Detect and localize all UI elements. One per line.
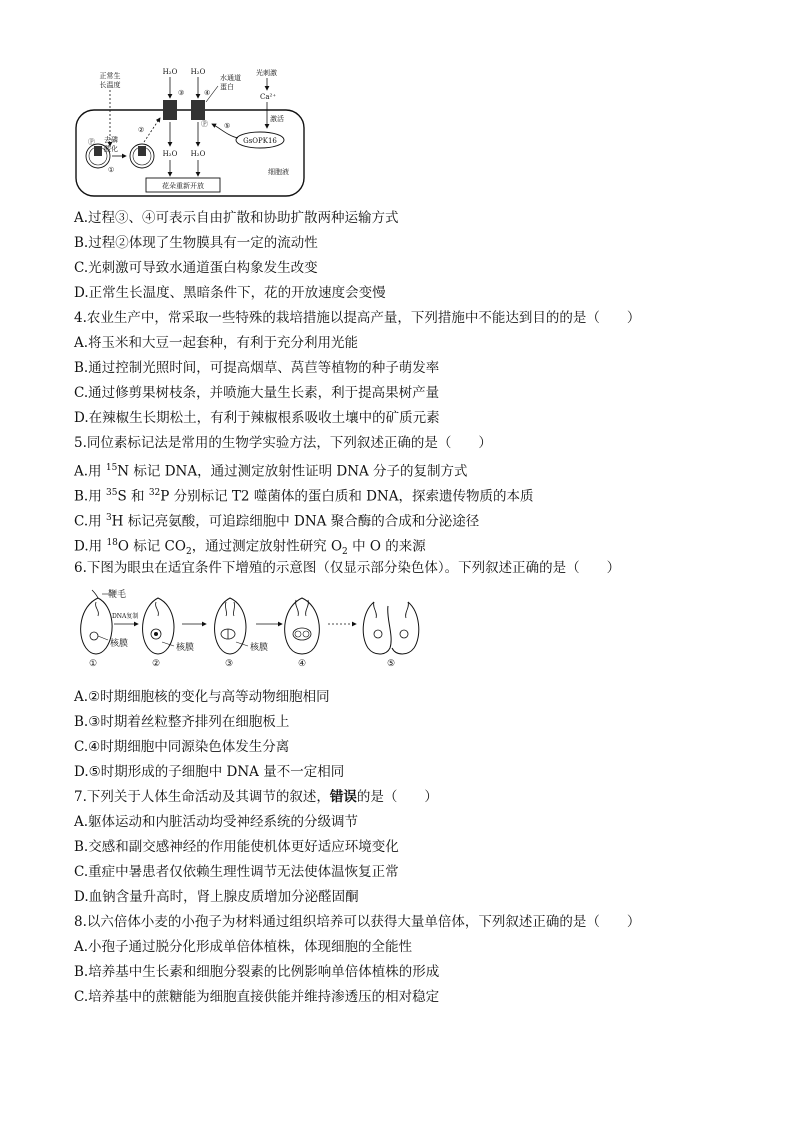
bloom-label: 花朵重新开放 xyxy=(162,182,204,190)
q4-option-a: A.将玉米和大豆一起套种，有利于充分利用光能 xyxy=(74,335,359,351)
q5-option-a: A.用 $^{15}$N 标记 DNA，通过测定放射性证明 DNA 分子的复制方式 xyxy=(74,463,468,480)
channel-closed-block xyxy=(163,100,177,120)
stage-3-label: ③ xyxy=(224,659,234,669)
q7-stem: 7.下列关于人体生命活动及其调节的叙述，错误的是（ ） xyxy=(74,789,438,805)
q6-option-a: A.②时期细胞核的变化与高等动物细胞相同 xyxy=(74,689,330,705)
step-4-label: ④ xyxy=(204,89,211,97)
normal-temp-label-1: 正常生 xyxy=(99,72,121,80)
q3-option-b: B.过程②体现了生物膜具有一定的流动性 xyxy=(74,235,318,251)
kinase-label: GsOPK16 xyxy=(243,137,277,145)
q8-option-b: B.培养基中生长素和细胞分裂素的比例影响单倍体植株的形成 xyxy=(74,964,440,980)
phosphate-label: Ⓟ xyxy=(201,120,208,128)
nuc-membrane-label-3: 核膜 xyxy=(250,643,269,653)
step-5-label: ⑤ xyxy=(224,122,231,130)
water-channel-label-1: 水通道 xyxy=(220,74,241,82)
q7-option-c: C.重症中暑患者仅依赖生理性调节无法使体温恢复正常 xyxy=(74,864,399,880)
step-1-label: ① xyxy=(108,166,115,174)
q5-stem: 5.同位素标记法是常用的生物学实验方法，下列叙述正确的是（ ） xyxy=(74,435,492,451)
q6-option-c: C.④时期细胞中同源染色体发生分离 xyxy=(74,739,290,755)
calcium-label: Ca²⁺ xyxy=(260,93,277,101)
water-channel-label-2: 蛋白 xyxy=(220,83,234,91)
stage-1-label: ① xyxy=(88,659,98,669)
dephos-label-2: 酸化 xyxy=(104,145,118,153)
flagellum-label: 鞭毛 xyxy=(108,590,127,600)
h2o-inside-3: H₂O xyxy=(162,150,178,158)
h2o-label-3: H₂O xyxy=(162,68,178,76)
channel-open-block xyxy=(191,100,205,120)
nuc-membrane-label-1: 核膜 xyxy=(110,639,129,649)
q3-option-a: A.过程③、④可表示自由扩散和协助扩散两种运输方式 xyxy=(74,210,399,226)
step-2-label: ② xyxy=(138,126,145,134)
h2o-inside-4: H₂O xyxy=(190,150,206,158)
q8-option-c: C.培养基中的蔗糖能为细胞直接供能并维持渗透压的相对稳定 xyxy=(74,989,440,1005)
activate-label: 激活 xyxy=(270,115,284,123)
q5-option-b: B.用 $^{35}$S 和 $^{32}$P 分别标记 T2 噬菌体的蛋白质和 DNA，探索遗传物质的本质 xyxy=(74,488,534,505)
q7-option-a: A.躯体运动和内脏活动均受神经系统的分级调节 xyxy=(74,814,359,830)
dna-rep-label: DNA复制 xyxy=(112,613,139,620)
q6-option-b: B.③时期着丝粒整齐排列在细胞板上 xyxy=(74,714,290,730)
q7-option-b: B.交感和副交感神经的作用能使机体更好适应环境变化 xyxy=(74,839,399,855)
normal-temp-label-2: 长温度 xyxy=(99,81,121,89)
cell-liquid-label: 细胞液 xyxy=(268,168,289,176)
euglena-division-figure xyxy=(70,588,430,670)
step-3-label: ③ xyxy=(178,89,185,97)
q5-option-d: D.用 $^{18}$O 标记 $CO_2$，通过测定放射性研究 $O_2$ 中 O 的来源 xyxy=(74,538,426,558)
q3-option-c: C.光刺激可导致水通道蛋白构象发生改变 xyxy=(74,260,318,276)
nuc-membrane-label-2: 核膜 xyxy=(176,643,195,653)
q4-option-c: C.通过修剪果树枝条，并喷施大量生长素，利于提高果树产量 xyxy=(74,385,440,401)
h2o-label-4: H₂O xyxy=(190,68,206,76)
q7-option-d: D.血钠含量升高时，肾上腺皮质增加分泌醛固酮 xyxy=(74,889,359,905)
phosphate-vesicle-label: Ⓟ xyxy=(88,138,95,146)
dephos-label-1: 去磷 xyxy=(104,136,118,144)
q4-stem: 4.农业生产中，常采取一些特殊的栽培措施以提高产量，下列措施中不能达到目的的是（ ） xyxy=(74,310,641,326)
q4-option-b: B.通过控制光照时间，可提高烟草、莴苣等植物的种子萌发率 xyxy=(74,360,440,376)
stage-5-label: ⑤ xyxy=(386,659,396,669)
q6-stem: 6.下图为眼虫在适宜条件下增殖的示意图（仅显示部分染色体）。下列叙述正确的是（ ） xyxy=(74,560,621,576)
q6-option-d: D.⑤时期形成的子细胞中 DNA 量不一定相同 xyxy=(74,764,345,780)
stage-2-label: ② xyxy=(151,659,161,669)
q3-option-d: D.正常生长温度、黑暗条件下，花的开放速度会变慢 xyxy=(74,285,386,301)
water-channel-figure xyxy=(70,62,310,202)
q5-option-c: C.用 $^3$H 标记亮氨酸，可追踪细胞中 DNA 聚合酶的合成和分泌途径 xyxy=(74,513,480,530)
q4-option-d: D.在辣椒生长期松土，有利于辣椒根系吸收土壤中的矿质元素 xyxy=(74,410,440,426)
stage-4-label: ④ xyxy=(297,659,307,669)
light-label: 光刺激 xyxy=(256,69,277,77)
q8-option-a: A.小孢子通过脱分化形成单倍体植株，体现细胞的全能性 xyxy=(74,939,413,955)
q8-stem: 8.以六倍体小麦的小孢子为材料通过组织培养可以获得大量单倍体，下列叙述正确的是（ ） xyxy=(74,914,641,930)
